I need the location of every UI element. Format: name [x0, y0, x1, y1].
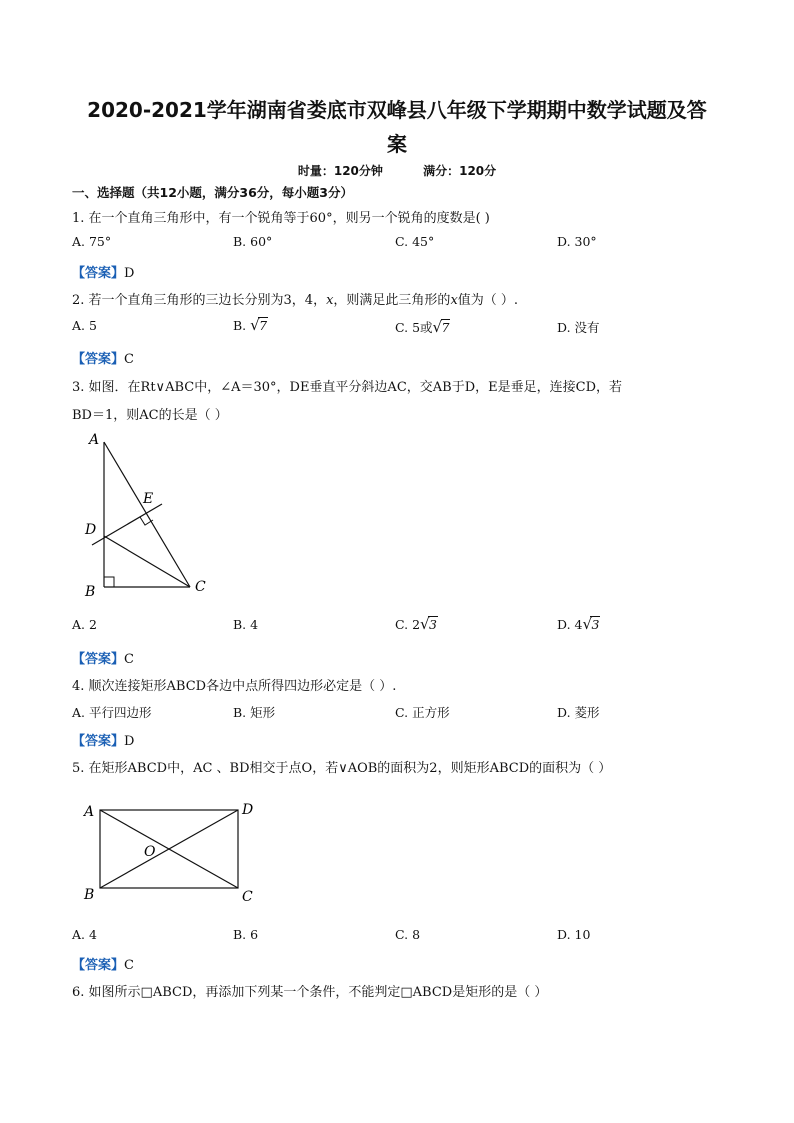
- q2-text-middle: ，则满足此三角形的: [333, 293, 451, 308]
- answer-tag: 【答案】: [72, 958, 125, 973]
- question-5: 5. 在矩形ABCD中，AC 、BD相交于点O，若∨AOB的面积为2，则矩形ABCD的面积为（ ）: [72, 761, 612, 776]
- side-ac: [104, 442, 190, 587]
- document-title: 2020-2021学年湖南省娄底市双峰县八年级下学期期中数学试题及答: [87, 98, 707, 122]
- answer-tag: 【答案】: [72, 352, 125, 367]
- label-d: D: [85, 522, 97, 538]
- label-e: E: [143, 491, 154, 507]
- q1-option-a: A. 75°: [72, 234, 112, 249]
- question-4: 4. 顺次连接矩形ABCD各边中点所得四边形必定是（ ）.: [72, 679, 397, 694]
- q2-answer-value: C: [124, 352, 134, 367]
- label-c: C: [242, 889, 253, 905]
- q2-variable-2: x: [450, 293, 458, 308]
- label-d: D: [242, 802, 254, 818]
- q5-option-a: A. 4: [72, 927, 97, 942]
- q2-option-a: A. 5: [72, 318, 97, 333]
- q4-option-a: A. 平行四边形: [72, 705, 152, 720]
- q2-option-c: [395, 318, 450, 336]
- label-b: B: [85, 584, 96, 600]
- q4-option-d: D. 菱形: [557, 705, 600, 720]
- q2-text-end: 值为（ ）.: [457, 293, 519, 308]
- q4-answer-value: D: [124, 734, 135, 749]
- q5-rectangle-figure: [78, 798, 268, 910]
- q1-option-c: C. 45°: [395, 234, 435, 249]
- q3-answer-value: C: [124, 652, 134, 667]
- sqrt-symbol: √ 7: [432, 318, 450, 336]
- q1-answer: [72, 262, 134, 281]
- q3-option-c-label: C. 2: [395, 617, 421, 632]
- q5-option-d: D. 10: [557, 927, 591, 942]
- sqrt-symbol: √ 3: [420, 615, 437, 633]
- perpendicular-bisector-de: [92, 504, 162, 545]
- q4-option-b: B. 矩形: [233, 705, 276, 720]
- q5-option-c: C. 8: [395, 927, 421, 942]
- question-1: 1. 在一个直角三角形中，有一个锐角等于60°，则另一个锐角的度数是( ): [72, 211, 490, 226]
- q2-option-b: [233, 318, 268, 333]
- radicand: 3: [429, 617, 437, 632]
- answer-tag: 【答案】: [72, 652, 125, 667]
- q1-option-d: D. 30°: [557, 234, 597, 249]
- q4-option-c: C. 正方形: [395, 705, 450, 720]
- question-3-line-1: 3. 如图．在Rt∨ABC中，∠A＝30°，DE垂直平分斜边AC，交AB于D，E是垂足，连接CD，若: [72, 380, 622, 395]
- question-2: [72, 289, 518, 308]
- q1-answer-value: D: [124, 266, 135, 281]
- document-title-continued: 案: [387, 132, 407, 156]
- radicand: 7: [441, 320, 450, 335]
- q2-variable: x: [326, 293, 334, 308]
- q5-answer-value: C: [124, 958, 134, 973]
- q3-option-b: B. 4: [233, 617, 259, 632]
- label-a: A: [89, 432, 100, 448]
- label-b: B: [84, 887, 95, 903]
- question-6: 6. 如图所示□ABCD，再添加下列某一个条件，不能判定□ABCD是矩形的是（ ）: [72, 985, 548, 1000]
- answer-tag: 【答案】: [72, 266, 125, 281]
- q4-answer: [72, 730, 134, 749]
- label-a: A: [84, 804, 95, 820]
- q5-option-b: B. 6: [233, 927, 259, 942]
- section-heading: 一、选择题（共12小题，满分36分，每小题3分）: [72, 185, 353, 200]
- sqrt-symbol: √ 7: [250, 316, 268, 334]
- answer-tag: 【答案】: [72, 734, 125, 749]
- q3-option-c: [395, 617, 438, 632]
- q5-answer: [72, 954, 134, 973]
- q3-answer: [72, 648, 134, 667]
- time-limit: 时量：120分钟: [297, 164, 383, 178]
- right-angle-mark-b: [104, 577, 114, 587]
- q2-answer: [72, 348, 134, 367]
- radicand: 3: [591, 617, 600, 632]
- question-3-line-2: BD＝1，则AC的长是（ ）: [72, 408, 228, 423]
- label-o: O: [144, 844, 156, 860]
- q3-option-a: A. 2: [72, 617, 97, 632]
- full-score: 满分：120分: [423, 164, 497, 178]
- q2-option-b-label: B.: [233, 318, 247, 333]
- label-c: C: [195, 579, 206, 595]
- q2-option-d: D. 没有: [557, 320, 600, 335]
- q3-option-d-label: D. 4: [557, 617, 583, 632]
- q2-option-c-label: C. 5或: [395, 320, 433, 335]
- q3-option-d: [557, 617, 600, 632]
- sqrt-symbol: √ 3: [582, 615, 600, 633]
- right-angle-mark-e: [140, 517, 153, 525]
- segment-cd: [104, 536, 190, 587]
- q2-text-start: 2. 若一个直角三角形的三边长分别为3，4，: [72, 293, 327, 308]
- q1-option-b: B. 60°: [233, 234, 273, 249]
- q3-triangle-figure: [80, 428, 220, 600]
- radicand: 7: [259, 318, 268, 333]
- exam-meta: [0, 162, 794, 179]
